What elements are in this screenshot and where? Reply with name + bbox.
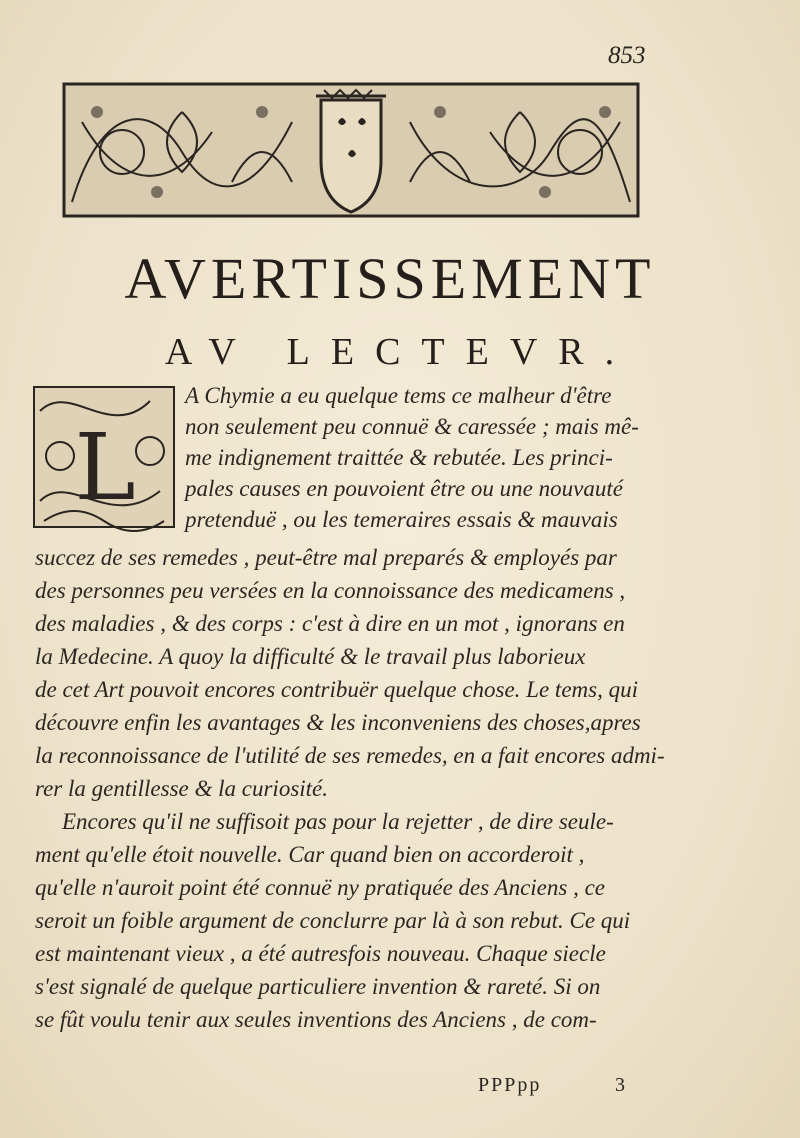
- text-line: pales causes en pouvoient être ou une nouvauté: [185, 476, 623, 501]
- text-line: Encores qu'il ne suffisoit pas pour la rejetter , de dire seule-: [62, 809, 614, 834]
- text-line: seroit un foible argument de conclurre par là à son rebut. Ce qui: [35, 908, 631, 933]
- text-line: non seulement peu connuë & caressée ; mais mê-: [185, 414, 639, 439]
- text-line: est maintenant vieux , a été autresfois nouveau. Chaque siecle: [35, 941, 606, 966]
- decorated-initial: [30, 381, 180, 541]
- text-line: pretenduë , ou les temeraires essais & mauvais: [185, 507, 618, 532]
- text-line: rer la gentillesse & la curiosité.: [35, 776, 329, 801]
- page-subtitle: AV LECTEVR.: [164, 331, 636, 373]
- text-line: ment qu'elle étoit nouvelle. Car quand bien on accorderoit ,: [35, 842, 585, 867]
- text-line: se fût voulu tenir aux seules inventions des Anciens , de com-: [35, 1007, 597, 1032]
- ornamental-headpiece: [62, 82, 640, 222]
- svg-text:L: L: [74, 414, 136, 521]
- text-line: qu'elle n'auroit point été connuë ny pratiquée des Anciens , ce: [35, 875, 605, 900]
- text-line: la Medecine. A quoy la difficulté & le travail plus laborieux: [35, 644, 586, 669]
- text-line: s'est signalé de quelque particuliere invention & rareté. Si on: [35, 974, 601, 999]
- page-number: 853: [608, 42, 646, 69]
- text-line: des maladies , & des corps : c'est à dire en un mot , ignorans en: [35, 611, 625, 636]
- text-line: des personnes peu versées en la connoissance des medicamens ,: [35, 578, 626, 603]
- text-line: la reconnoissance de l'utilité de ses remedes, en a fait encores admi-: [35, 743, 665, 768]
- text-line: succez de ses remedes , peut-être mal preparés & employés par: [35, 545, 617, 570]
- text-line: découvre enfin les avantages & les inconveniens des choses,apres: [35, 710, 641, 735]
- signature-mark: PPPpp: [478, 1074, 542, 1096]
- text-line: me indignement traittée & rebutée. Les princi-: [185, 445, 613, 470]
- signature-number: 3: [615, 1074, 625, 1096]
- text-line: A Chymie a eu quelque tems ce malheur d'être: [185, 383, 612, 408]
- page-title: AVERTISSEMENT: [124, 246, 656, 311]
- text-line: de cet Art pouvoit encores contribuër quelque chose. Le tems, qui: [35, 677, 638, 702]
